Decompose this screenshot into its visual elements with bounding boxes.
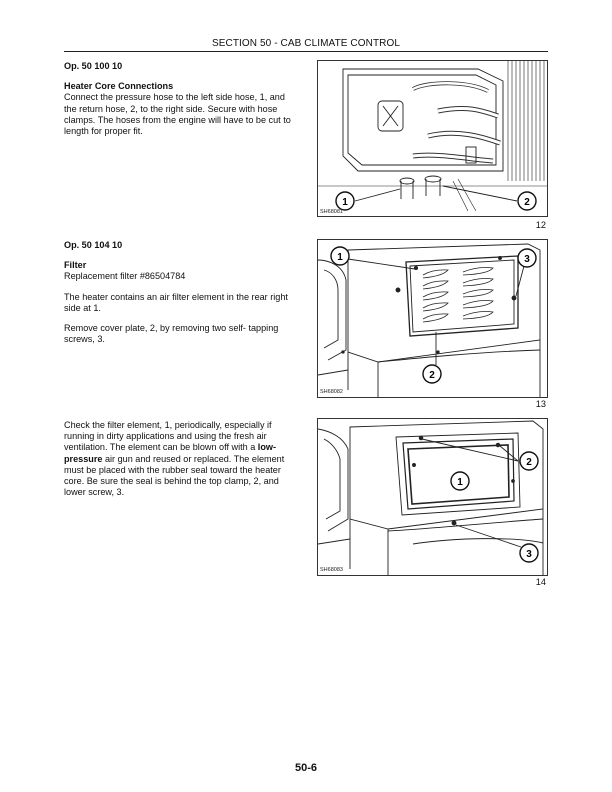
paragraph-bold: low-pressure: [64, 442, 276, 464]
figure-number: 12: [535, 220, 546, 230]
figure-filter-element: [317, 418, 548, 576]
paragraph: Connect the pressure hose to the left side hose, 1, and the return hose, 2, to the right side. Secure with hose clamps. The hoses from the engine will have to be cut to length for proper fit.: [64, 92, 291, 137]
callout-label: 3: [524, 254, 530, 265]
figure-number: 13: [535, 399, 546, 409]
paragraph: Remove cover plate, 2, by removing two self- tapping screws, 3.: [64, 323, 279, 345]
callout-3: [520, 544, 538, 562]
paragraph: [64, 420, 296, 498]
paragraph-text: air gun and reused or replaced. The element must be placed with the rubber seal toward the heater core. Be sure the seal is behind the top clamp, 2, and lower screw, 3.: [64, 453, 285, 498]
section-header: SECTION 50 - CAB CLIMATE CONTROL: [211, 38, 401, 49]
op-number: Op. 50 104 10: [64, 240, 123, 250]
callout-label: 2: [524, 197, 530, 208]
callout-label: 1: [337, 252, 343, 263]
page-number: 50-6: [294, 762, 318, 774]
figure-code: SH68082: [320, 389, 343, 395]
paragraph: The heater contains an air filter element in the rear right side at 1.: [64, 291, 288, 313]
section-heater-core: [64, 61, 296, 146]
section-filter: [64, 240, 296, 354]
callout-2: [518, 192, 536, 210]
header-rule: [64, 51, 548, 52]
figure-heater-core-hoses: [317, 60, 548, 217]
subtitle-detail: Replacement filter #86504784: [64, 271, 186, 282]
callout-3: [518, 249, 536, 267]
op-number: Op. 50 100 10: [64, 61, 123, 71]
callout-2: [520, 452, 538, 470]
figure-code: SH68081: [320, 209, 343, 215]
figure-filter-cover: [317, 239, 548, 398]
callout-label: 2: [526, 457, 532, 468]
callout-label: 1: [457, 477, 463, 488]
callout-label: 3: [526, 549, 532, 560]
callout-1: [331, 247, 349, 265]
figure-number: 14: [535, 577, 546, 587]
callout-1: [336, 192, 354, 210]
subtitle: Filter: [64, 260, 87, 271]
paragraph-text: Check the filter element, 1, periodically, especially if running in dirty applications and using the fresh air ventilation. The element can be blown off with a: [64, 420, 272, 453]
callout-label: 2: [429, 370, 435, 381]
callout-2: [423, 365, 441, 383]
subtitle: Heater Core Connections: [64, 81, 174, 92]
callout-1: [451, 472, 469, 490]
section-filter-check: [64, 420, 296, 507]
figure-code: SH68083: [320, 567, 343, 573]
callout-label: 1: [342, 197, 348, 208]
